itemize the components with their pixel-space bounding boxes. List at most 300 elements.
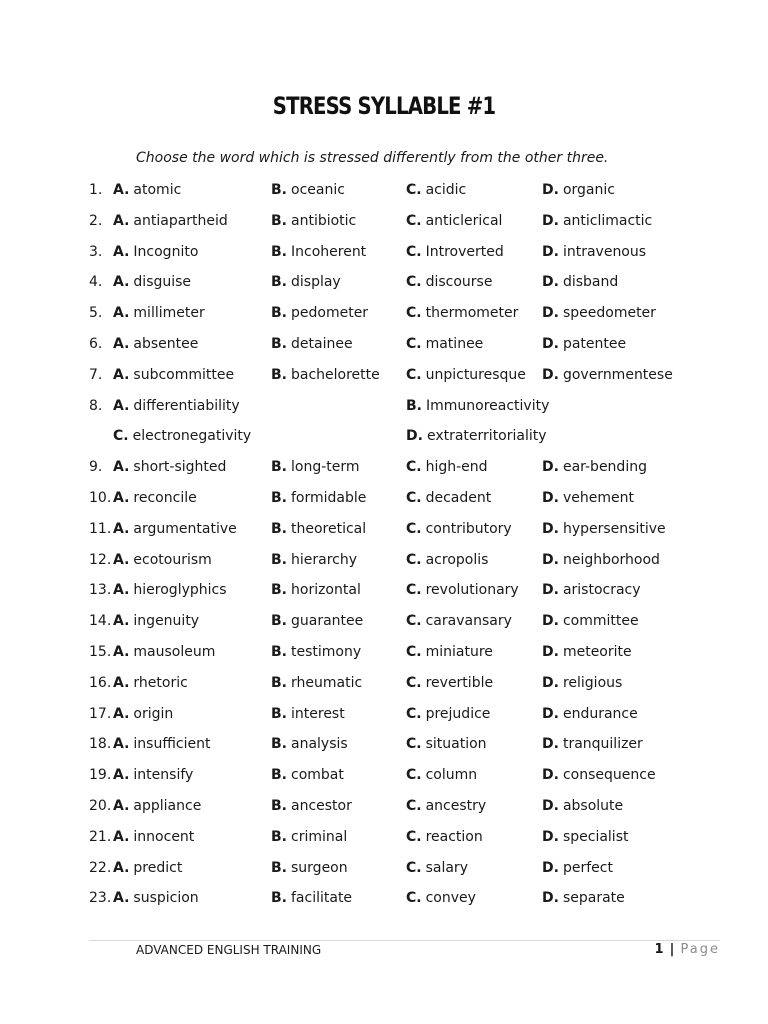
option-letter: C.: [406, 212, 422, 229]
option-word: meteorite: [562, 643, 632, 660]
option-d: [542, 888, 625, 908]
question-row: [0, 734, 768, 765]
option-letter: B.: [271, 182, 287, 198]
option-letter: A.: [113, 582, 130, 599]
option-letter: C.: [406, 489, 422, 506]
option-word: matinee: [425, 335, 484, 352]
option-d: [542, 673, 622, 693]
option-word: antiapartheid: [133, 212, 228, 229]
option-b: [271, 180, 345, 200]
option-a: [113, 396, 240, 416]
option-word: neighborhood: [562, 551, 660, 568]
option-c: [406, 734, 487, 754]
option-c: [406, 550, 488, 570]
option-d: [542, 827, 628, 847]
option-letter: C.: [113, 428, 129, 445]
question-number: 21.: [89, 828, 112, 845]
option-c: [406, 180, 466, 200]
option-letter: D.: [542, 551, 559, 568]
option-word: argumentative: [133, 520, 237, 537]
option-word: Immunoreactivity: [426, 397, 550, 414]
question-row: [0, 642, 768, 673]
option-a: [113, 611, 199, 631]
option-letter: B.: [271, 305, 287, 322]
option-a: [113, 550, 212, 570]
option-word: ingenuity: [133, 613, 200, 630]
option-letter: C.: [406, 736, 422, 753]
option-b: [271, 365, 380, 385]
option-word: electronegativity: [132, 428, 252, 445]
question-number: 1.: [89, 182, 103, 198]
option-d: [542, 211, 652, 231]
option-letter: D.: [542, 828, 559, 845]
question-row: [0, 673, 768, 704]
option-letter: A.: [113, 767, 130, 784]
option-letter: B.: [271, 551, 287, 568]
option-c: [406, 334, 483, 354]
option-letter: A.: [113, 551, 130, 568]
option-letter: B.: [271, 613, 287, 630]
option-letter: D.: [542, 335, 559, 352]
option-letter: C.: [406, 767, 422, 784]
option-word: reaction: [425, 828, 483, 845]
option-letter: B.: [271, 797, 287, 814]
option-d: [542, 334, 626, 354]
question-row: [0, 365, 768, 396]
option-word: specialist: [562, 828, 629, 845]
question-number: 9.: [89, 459, 103, 476]
question-list: [0, 180, 768, 919]
question-number: 19.: [89, 767, 112, 784]
option-letter: B.: [271, 489, 287, 506]
option-word: subcommittee: [133, 366, 235, 383]
option-word: ecotourism: [133, 551, 212, 568]
option-letter: A.: [113, 828, 130, 845]
option-word: long-term: [291, 459, 360, 476]
option-word: thermometer: [425, 305, 519, 322]
option-letter: B.: [406, 397, 422, 414]
page-title: STRESS SYLLABLE #1: [272, 92, 496, 120]
question-number: 4.: [89, 274, 103, 291]
option-a: [113, 765, 193, 785]
option-a: [113, 211, 228, 231]
option-letter: B.: [271, 890, 287, 907]
option-d: [542, 365, 673, 385]
question-number: 23.: [89, 890, 112, 907]
option-word: testimony: [291, 643, 362, 660]
option-word: hypersensitive: [562, 520, 666, 537]
option-word: rhetoric: [133, 674, 188, 691]
option-letter: B.: [271, 274, 287, 291]
option-word: facilitate: [291, 890, 353, 907]
question-number: 3.: [89, 243, 103, 260]
option-word: anticlimactic: [562, 212, 653, 229]
question-row-continued: [0, 426, 768, 457]
option-d: [542, 457, 647, 477]
question-row: [0, 519, 768, 550]
question-number: 8.: [89, 397, 103, 414]
option-b: [271, 580, 361, 600]
option-letter: D.: [542, 243, 559, 260]
option-letter: A.: [113, 366, 130, 383]
option-word: absolute: [562, 797, 624, 814]
option-letter: B.: [271, 520, 287, 537]
option-letter: A.: [113, 797, 130, 814]
question-number: 16.: [89, 674, 112, 691]
option-d: [542, 765, 656, 785]
option-letter: D.: [542, 582, 559, 599]
option-b: [271, 242, 366, 262]
option-letter: C.: [406, 797, 422, 814]
option-letter: A.: [113, 305, 130, 322]
question-row: [0, 211, 768, 242]
option-letter: D.: [542, 674, 559, 691]
option-word: acidic: [425, 182, 467, 198]
question-row: [0, 550, 768, 581]
option-letter: B.: [271, 366, 287, 383]
option-d: [542, 519, 666, 539]
option-letter: C.: [406, 582, 422, 599]
option-letter: D.: [542, 705, 559, 722]
option-word: disband: [562, 274, 619, 291]
option-b: [271, 303, 368, 323]
option-word: Introverted: [425, 243, 504, 260]
option-letter: B.: [271, 859, 287, 876]
option-word: aristocracy: [562, 582, 641, 599]
option-c: [406, 272, 492, 292]
question-number: 12.: [89, 551, 112, 568]
option-word: Incognito: [133, 243, 199, 260]
option-word: hierarchy: [291, 551, 358, 568]
option-word: governmentese: [562, 366, 673, 383]
option-letter: D.: [542, 459, 559, 476]
page-number: 1: [654, 942, 664, 957]
option-letter: C.: [406, 674, 422, 691]
option-b: [271, 211, 356, 231]
option-word: intravenous: [562, 243, 647, 260]
option-a: [113, 580, 227, 600]
option-word: decadent: [425, 489, 492, 506]
question-number: 6.: [89, 335, 103, 352]
option-word: antibiotic: [291, 212, 357, 229]
option-word: endurance: [562, 705, 638, 722]
option-a: [113, 858, 182, 878]
question-number: 17.: [89, 705, 112, 722]
option-word: extraterritoriality: [426, 428, 547, 445]
question-number: 22.: [89, 859, 112, 876]
option-word: rheumatic: [291, 674, 363, 691]
option-a: [113, 704, 173, 724]
option-word: unpicturesque: [425, 366, 526, 383]
option-c: [406, 488, 491, 508]
option-c: [406, 611, 512, 631]
option-word: origin: [133, 705, 174, 722]
option-a: [113, 334, 198, 354]
option-letter: D.: [542, 366, 559, 383]
question-row: [0, 827, 768, 858]
option-word: insufficient: [133, 736, 211, 753]
option-word: combat: [291, 767, 344, 784]
option-word: interest: [291, 705, 345, 722]
option-letter: A.: [113, 890, 130, 907]
option-word: surgeon: [291, 859, 348, 876]
option-letter: B.: [271, 705, 287, 722]
question-row: [0, 457, 768, 488]
option-c: [406, 888, 476, 908]
option-b: [271, 519, 366, 539]
option-word: anticlerical: [425, 212, 503, 229]
option-word: caravansary: [425, 613, 512, 630]
page-separator: |: [669, 942, 675, 957]
option-letter: B.: [271, 459, 287, 476]
option-letter: D.: [542, 767, 559, 784]
question-row: [0, 272, 768, 303]
option-c: [406, 827, 483, 847]
option-b: [271, 457, 360, 477]
option-word: acropolis: [425, 551, 489, 568]
option-letter: D.: [542, 520, 559, 537]
option-word: ear-bending: [562, 459, 647, 476]
option-a: [113, 180, 181, 200]
option-c: [113, 426, 251, 446]
question-number: 7.: [89, 366, 103, 383]
option-d: [542, 580, 641, 600]
option-word: miniature: [425, 643, 493, 660]
question-row: [0, 488, 768, 519]
option-letter: B.: [271, 674, 287, 691]
question-row: [0, 180, 768, 211]
page-label: Page: [680, 942, 720, 957]
option-letter: D.: [542, 489, 559, 506]
option-b: [271, 334, 353, 354]
option-a: [113, 642, 215, 662]
option-b: [271, 488, 366, 508]
option-word: formidable: [291, 489, 367, 506]
question-row: [0, 765, 768, 796]
option-letter: D.: [542, 182, 559, 198]
option-word: suspicion: [133, 890, 199, 907]
option-c: [406, 519, 512, 539]
option-c: [406, 704, 490, 724]
option-d: [406, 426, 547, 446]
option-a: [113, 303, 205, 323]
question-number: 20.: [89, 797, 112, 814]
option-c: [406, 211, 502, 231]
option-letter: D.: [542, 274, 559, 291]
option-letter: B.: [271, 212, 287, 229]
option-c: [406, 303, 518, 323]
option-c: [406, 858, 468, 878]
option-letter: A.: [113, 182, 130, 198]
option-letter: A.: [113, 489, 130, 506]
option-word: guarantee: [291, 613, 364, 630]
option-b: [271, 734, 348, 754]
question-row: [0, 242, 768, 273]
option-letter: C.: [406, 643, 422, 660]
option-letter: C.: [406, 274, 422, 291]
option-word: appliance: [133, 797, 202, 814]
option-b: [271, 888, 352, 908]
option-word: innocent: [133, 828, 195, 845]
option-letter: A.: [113, 674, 130, 691]
option-word: predict: [133, 859, 183, 876]
option-letter: A.: [113, 613, 130, 630]
option-word: intensify: [133, 767, 194, 784]
option-letter: A.: [113, 243, 130, 260]
question-number: 11.: [89, 520, 112, 537]
option-word: prejudice: [425, 705, 491, 722]
option-a: [113, 365, 234, 385]
option-word: patentee: [562, 335, 627, 352]
option-letter: C.: [406, 613, 422, 630]
option-c: [406, 457, 488, 477]
footer-divider: [89, 940, 720, 941]
option-letter: D.: [542, 890, 559, 907]
option-letter: C.: [406, 366, 422, 383]
option-letter: A.: [113, 520, 130, 537]
option-a: [113, 457, 226, 477]
option-letter: A.: [113, 335, 130, 352]
question-number: 10.: [89, 489, 112, 506]
option-letter: B.: [271, 828, 287, 845]
option-word: religious: [562, 674, 623, 691]
option-word: salary: [425, 859, 468, 876]
option-d: [542, 796, 623, 816]
option-word: analysis: [291, 736, 348, 753]
option-d: [542, 642, 632, 662]
option-word: reconcile: [133, 489, 197, 506]
option-d: [542, 242, 646, 262]
option-letter: C.: [406, 890, 422, 907]
option-letter: B.: [271, 643, 287, 660]
option-d: [542, 704, 638, 724]
option-b: [271, 796, 352, 816]
question-row: [0, 303, 768, 334]
option-word: organic: [562, 182, 615, 198]
option-d: [542, 611, 639, 631]
option-letter: B.: [271, 767, 287, 784]
option-letter: A.: [113, 459, 130, 476]
option-b: [271, 550, 357, 570]
option-b: [271, 858, 348, 878]
page-indicator: [654, 942, 720, 957]
option-c: [406, 673, 493, 693]
option-letter: D.: [542, 797, 559, 814]
option-b: [271, 272, 341, 292]
option-a: [113, 673, 188, 693]
option-a: [113, 827, 194, 847]
option-b: [271, 642, 361, 662]
option-letter: C.: [406, 551, 422, 568]
option-a: [113, 796, 201, 816]
option-word: absentee: [133, 335, 199, 352]
option-word: ancestry: [425, 797, 487, 814]
option-letter: A.: [113, 212, 130, 229]
option-c: [406, 242, 504, 262]
option-word: hieroglyphics: [133, 582, 227, 599]
option-b: [271, 611, 363, 631]
option-letter: C.: [406, 459, 422, 476]
option-letter: C.: [406, 305, 422, 322]
option-letter: A.: [113, 397, 130, 414]
question-row: [0, 858, 768, 889]
option-word: vehement: [562, 489, 634, 506]
option-word: speedometer: [562, 305, 656, 322]
option-c: [406, 642, 493, 662]
option-letter: D.: [542, 736, 559, 753]
question-number: 2.: [89, 212, 103, 229]
option-word: disguise: [133, 274, 192, 291]
option-letter: B.: [271, 243, 287, 260]
option-d: [542, 303, 656, 323]
option-letter: C.: [406, 182, 422, 198]
option-word: short-sighted: [133, 459, 227, 476]
option-letter: C.: [406, 243, 422, 260]
instructions-text: Choose the word which is stressed differently from the other three.: [136, 150, 609, 166]
option-letter: D.: [542, 212, 559, 229]
option-letter: C.: [406, 859, 422, 876]
option-d: [542, 488, 634, 508]
question-number: 5.: [89, 305, 103, 322]
option-word: differentiability: [133, 397, 240, 414]
option-word: high-end: [425, 459, 488, 476]
option-letter: D.: [542, 859, 559, 876]
option-word: contributory: [425, 520, 512, 537]
option-b: [271, 827, 347, 847]
question-number: 14.: [89, 613, 112, 630]
question-number: 15.: [89, 643, 112, 660]
option-d: [542, 180, 615, 200]
option-word: detainee: [291, 335, 353, 352]
option-d: [542, 272, 618, 292]
option-letter: D.: [406, 428, 423, 445]
option-c: [406, 765, 477, 785]
option-a: [113, 242, 198, 262]
option-word: millimeter: [133, 305, 205, 322]
option-c: [406, 796, 486, 816]
option-word: criminal: [291, 828, 348, 845]
question-row: [0, 396, 768, 427]
option-letter: B.: [271, 335, 287, 352]
option-a: [113, 488, 197, 508]
option-word: Incoherent: [291, 243, 367, 260]
option-letter: C.: [406, 335, 422, 352]
option-word: atomic: [133, 182, 182, 198]
option-word: separate: [562, 890, 625, 907]
question-number: 13.: [89, 582, 112, 599]
option-d: [542, 858, 613, 878]
option-a: [113, 734, 210, 754]
option-b: [271, 704, 345, 724]
question-row: [0, 888, 768, 919]
option-letter: D.: [542, 613, 559, 630]
option-word: perfect: [562, 859, 613, 876]
option-letter: A.: [113, 274, 130, 291]
option-letter: B.: [271, 582, 287, 599]
option-letter: C.: [406, 520, 422, 537]
question-row: [0, 704, 768, 735]
option-word: consequence: [562, 767, 656, 784]
option-word: convey: [425, 890, 476, 907]
option-word: situation: [425, 736, 487, 753]
option-word: discourse: [425, 274, 493, 291]
option-word: bachelorette: [291, 366, 380, 383]
option-word: mausoleum: [133, 643, 216, 660]
question-row: [0, 796, 768, 827]
option-letter: A.: [113, 859, 130, 876]
option-c: [406, 365, 526, 385]
option-word: revertible: [425, 674, 494, 691]
